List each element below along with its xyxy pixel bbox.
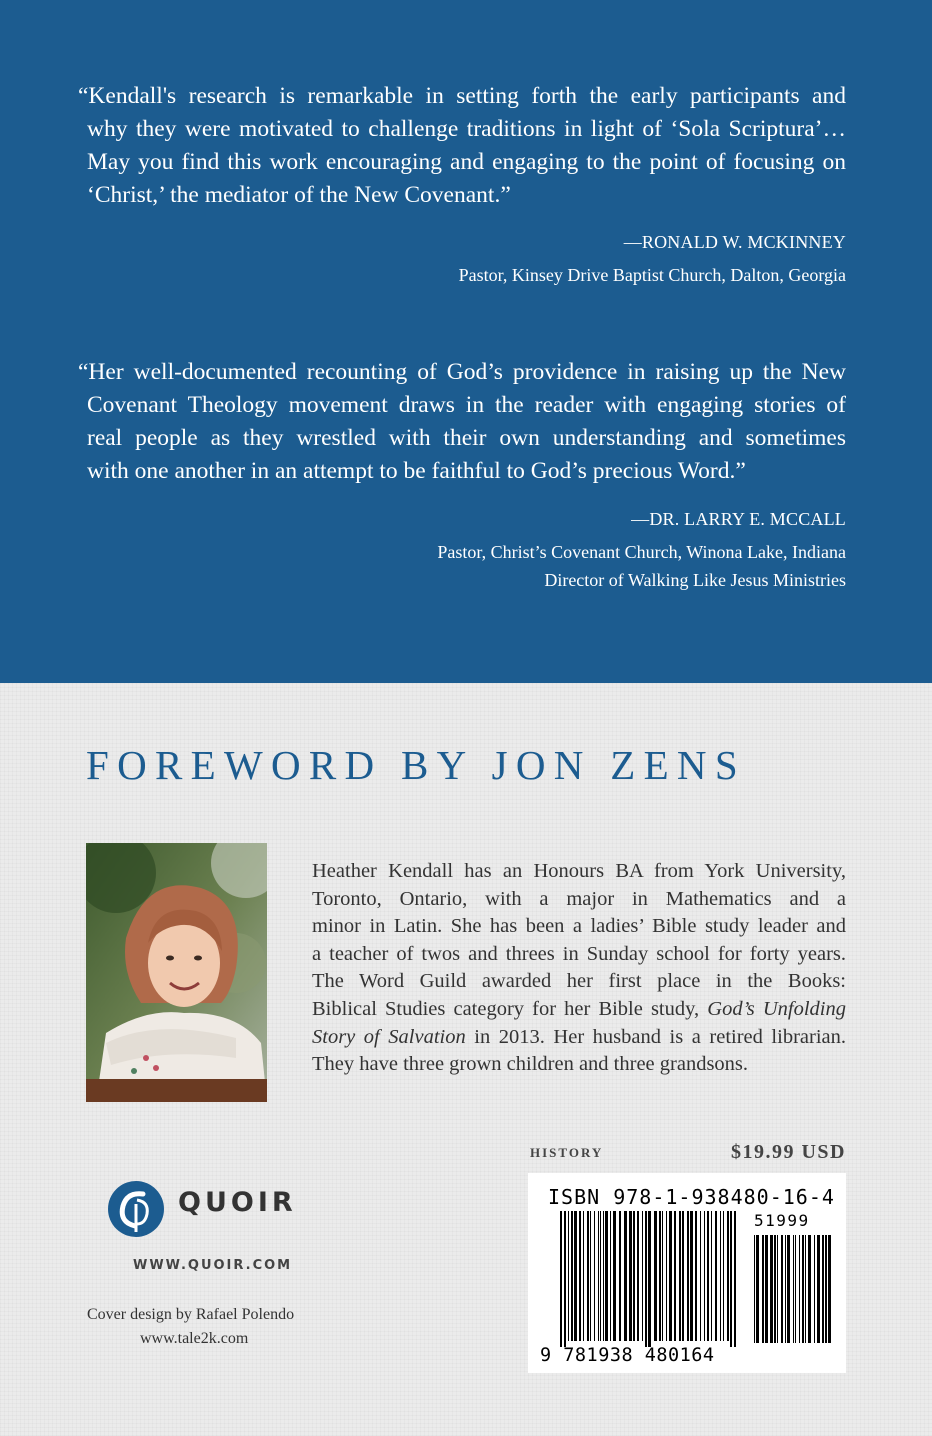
barcode-bar [715,1211,717,1341]
endorser-name: —RONALD W. MCKINNEY [623,232,846,252]
barcode-bar [765,1235,768,1343]
barcode-bar [648,1211,651,1347]
barcode-bar [568,1211,569,1341]
endorser-title: Pastor, Christ’s Covenant Church, Winona Lake, Indiana [437,542,846,562]
publisher-name: QUOIR [178,1187,297,1218]
barcode-bar [613,1211,616,1341]
barcode-bar [754,1235,755,1343]
endorser-title: Pastor, Kinsey Drive Baptist Church, Dalton, Georgia [458,265,846,285]
bio-line: The Word Guild awarded her first place in the Books: [312,970,846,993]
price-addon-code: 51999 [754,1211,810,1230]
isbn-barcode [528,1173,846,1373]
barcode-bar [619,1211,621,1341]
barcode-bar [781,1235,783,1343]
endorsement-quote-1 [78,80,846,212]
barcode-bar [774,1235,776,1343]
barcode-bar [574,1211,577,1341]
barcode-bar [629,1211,632,1341]
category-label: HISTORY [530,1145,604,1160]
barcode-bar [564,1211,566,1347]
barcode-bar [679,1211,681,1341]
quote-1-line: ‘Christ,’ the mediator of the New Covenant.” [87,182,511,208]
barcode-bar [700,1211,701,1341]
barcode-bar [723,1211,724,1341]
publisher-website[interactable]: WWW.QUOIR.COM [133,1258,293,1273]
quote-2-line: “Her well-documented recounting of God’s providence in raising up the New [78,359,846,385]
barcode-bar [687,1211,689,1341]
endorser-name: —DR. LARRY E. MCCALL [631,509,846,529]
barcode-bar [770,1235,773,1343]
barcode-bar [590,1211,591,1341]
barcode-bar [587,1211,589,1341]
author-photo [86,843,267,1102]
barcode-bar [762,1235,764,1343]
barcode-digits: 9 781938 480164 [540,1345,715,1366]
barcode-bar [662,1211,663,1341]
endorsement-quote-2 [78,356,846,488]
quoir-logo-icon [107,1180,165,1238]
bio-text: Biblical Studies category for her Bible study, [312,997,700,1020]
barcode-bar [707,1211,709,1341]
barcode-bar [720,1211,721,1341]
quote-1-line: “Kendall's research is remarkable in setting forth the early participants and [78,83,846,109]
bio-line [312,1024,846,1052]
bio-line [312,996,846,1024]
barcode-bar [802,1235,804,1343]
barcode-bar [654,1211,657,1341]
barcode-bar [598,1211,599,1341]
endorsement-attribution-2 [437,505,846,594]
barcode-bar [682,1211,684,1341]
quote-2-line: Covenant Theology movement draws in the reader with engaging stories of [87,392,846,418]
barcode-bar [579,1211,581,1341]
foreword-heading: FOREWORD BY JON ZENS [86,742,746,788]
barcode-bar [560,1211,562,1347]
barcode-bar [666,1211,667,1341]
barcode-bar [633,1211,635,1341]
barcode-bar [805,1235,806,1343]
barcode-bar [603,1211,604,1341]
barcode-bar [674,1211,676,1341]
quote-2-line: real people as they wrestled with their own understanding and sometimes [87,425,846,451]
barcode-bar [669,1211,672,1341]
endorsements-panel [0,0,932,683]
barcode-bar [610,1211,611,1341]
barcode-bar [817,1235,820,1343]
quote-2-line: with one another in an attempt to be faithful to God’s precious Word.” [87,458,746,484]
barcode-bar [808,1235,811,1343]
bio-text: in 2013. Her husband is a retired librarian. [465,1025,846,1048]
quote-1-line: May you find this work encouraging and engaging to the point of focusing on [87,149,846,175]
bio-line: minor in Latin. She has been a ladies’ Bible study leader and [312,915,846,938]
barcode-bar [734,1211,736,1347]
barcode-bar [583,1211,584,1341]
barcode-bar [642,1211,643,1341]
book-title: God’s Unfolding [707,997,846,1020]
barcode-bar [822,1235,824,1343]
barcode-bar [777,1235,778,1343]
barcode-bar [594,1211,595,1341]
bio-line: They have three grown children and three grandsons. [312,1053,749,1076]
designer-website[interactable]: www.tale2k.com [140,1330,249,1347]
barcode-bar [730,1211,732,1347]
barcode-bar [711,1211,712,1341]
endorsement-attribution-1 [459,228,846,289]
barcode-bar [785,1235,786,1343]
barcode-bar [645,1211,647,1347]
endorser-title: Director of Walking Like Jesus Ministries [544,570,846,590]
barcode-bar [571,1211,573,1341]
barcode-bar [795,1235,796,1343]
barcode-bars [528,1173,846,1373]
book-title: Story of Salvation [312,1025,466,1048]
price-label: $19.99 USD [730,1141,846,1163]
cover-design-credit: Cover design by Rafael Polendo [87,1306,295,1323]
barcode-bar [727,1211,729,1341]
bio-line: Toronto, Ontario, with a major in Mathematics and a [312,887,846,910]
barcode-bar [624,1211,627,1341]
barcode-bar [659,1211,661,1341]
barcode-bar [756,1235,759,1343]
barcode-bar [787,1235,790,1343]
quote-1-line: why they were motivated to challenge traditions in light of ‘Sola Scriptura’… [87,116,846,142]
barcode-bar [690,1211,693,1341]
barcode-bar [793,1235,794,1343]
barcode-bar [600,1211,601,1341]
bio-line: a teacher of twos and threes in Sunday school for forty years. [312,942,846,965]
barcode-bar [799,1235,800,1343]
barcode-bar [695,1211,697,1341]
bio-line: Heather Kendall has an Honours BA from York University, [312,860,846,882]
author-bio [312,858,846,1079]
barcode-bar [605,1211,608,1341]
isbn-label: ISBN 978-1-938480-16-4 [548,1185,835,1209]
barcode-bar [828,1235,831,1343]
barcode-bar [704,1211,705,1341]
barcode-bar [825,1235,827,1343]
barcode-bar [637,1211,639,1341]
barcode-bar [814,1235,815,1343]
